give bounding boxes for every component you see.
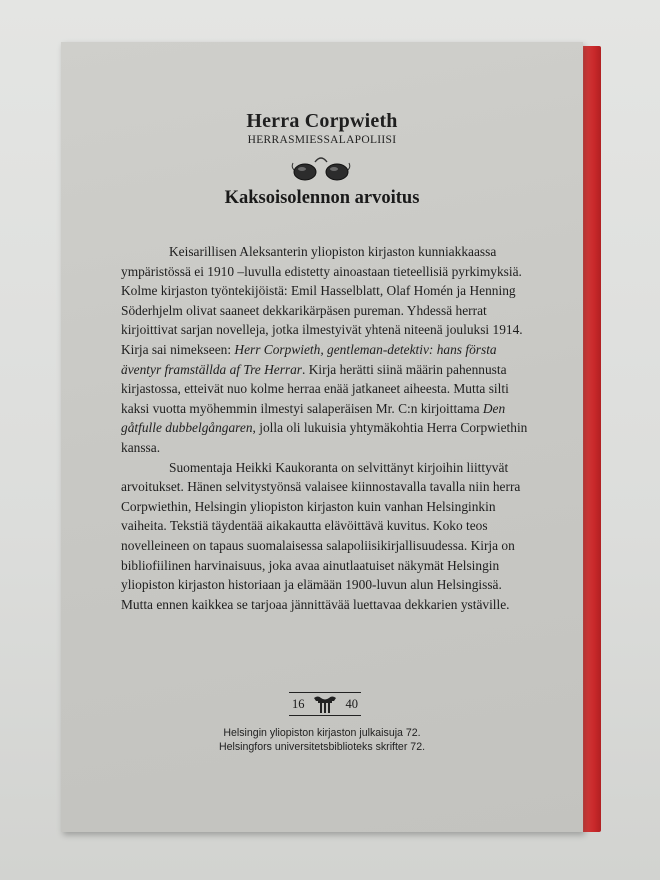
publisher-series [61,726,583,754]
italic-title-run: Herr Corpwieth, gentleman-detektiv: hans första äventyr framställda af Tre Herrar [121,341,497,377]
publisher-line-2: Helsingfors universitetsbiblioteks skrifter 72. [218,741,426,753]
book-title: Kaksoisolennon arvoitus [224,188,420,208]
blurb-paragraph-1 [121,242,533,458]
pince-nez-icon [289,150,353,186]
text-run: . Kirja herätti siinä määrin pahennusta kirjastossa, etteivät nuo kolme herraa enää jatkaneet aiheesta. Mutta silti kaksi vuotta myöhemmin ilmestyi salaperäisen Mr. C:n kirjoittama [121,361,509,416]
blurb-text [121,242,533,614]
logo-year-left: 16 [292,696,305,711]
text-run: , jolla oli lukuisia yhtymäkohtia Herra Corpwiethin kanssa. [121,420,528,455]
italic-title-run: Den gåtfulle dubbelgångaren [121,400,506,436]
logo-year-right: 40 [345,696,358,711]
book-back-cover [61,42,583,832]
publisher-line-1: Helsingin yliopiston kirjaston julkaisuja 72. [223,727,421,739]
series-subtitle: HERRASMIESSALAPOLIISI [247,134,397,146]
text-run: Keisarillisen Aleksanterin yliopiston kirjaston kunniakkaassa ympäristössä ei 1910 –luvulla edistetty ainoastaan tieteellisiä pyrkimyksiä. Kolme kirjaston työntekijöistä: Emil Hasselblatt, Olaf Homén ja Henning Söderhjelm olivat saaneet dekkarikärpäsen pureman. Yhdessä herrat kirjoittivat sarjan novelleja, jotka ilmestyivät yhtenä niteenä jouluksi 1914. Kirja sai nimekseen: [121,244,523,357]
column-capital-icon [312,694,338,714]
publisher-logo [289,692,361,716]
series-title: Herra Corpwieth [246,110,398,132]
blurb-paragraph-2: Suomentaja Heikki Kaukoranta on selvittänyt kirjoihin liittyvät arvoitukset. Hänen selvitystyönsä valaisee kiinnostavalla tavalla niin herra Corpwiethin, Helsingin yliopiston kirjaston kuin vanhan Helsinginkin vaiheita. Tekstiä täydentää aikakautta elävöittävä kuvitus. Koko teos novelleineen on tapaus suomalaisessa salapoliisikirjallisuudessa. Kirja on bibliofiilinen harvinaisuus, joka avaa ainutlaatuiset näkymät Helsingin yliopiston kirjaston historiaan ja elämään 1900-luvun alun Helsingissä. Mutta ennen kaikkea se tarjoaa jännittävää luettavaa dekkarien ystäville. [121,459,521,612]
